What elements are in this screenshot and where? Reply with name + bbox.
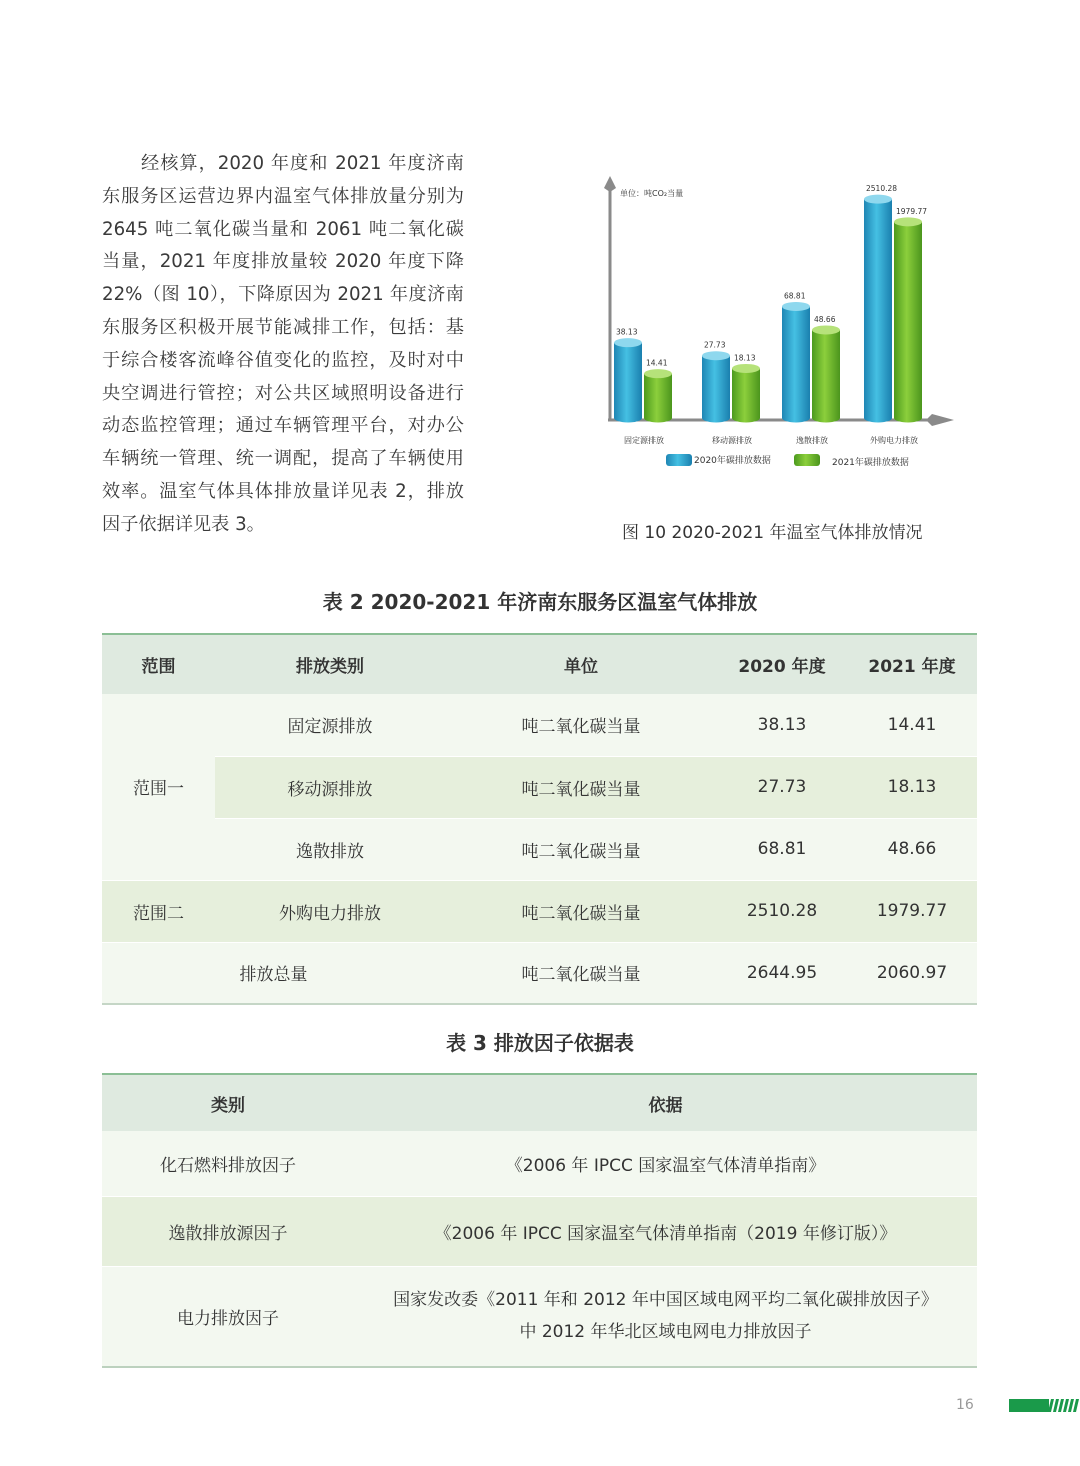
t2-cell: 逸散排放: [215, 818, 445, 880]
t2-cell: 吨二氧化碳当量: [445, 694, 717, 756]
category-label: 外购电力排放: [870, 436, 918, 445]
t2-cell: 14.41: [847, 694, 977, 756]
table-row: [102, 694, 977, 756]
bar-bottom: [644, 414, 672, 423]
bar-value-label: 27.73: [704, 340, 726, 350]
t2-total-label: 排放总量: [102, 942, 445, 1004]
bar-value-label: 48.66: [814, 314, 836, 324]
bar-top: [782, 302, 810, 311]
bar-top: [864, 195, 892, 204]
bar-bottom: [702, 414, 730, 423]
t2-cell: 移动源排放: [215, 756, 445, 818]
bar-2020-0: [614, 338, 642, 422]
t2-header-2021: 2021 年度: [847, 634, 977, 694]
bar-2020-2: [782, 302, 810, 423]
body-paragraph: 经核算，2020 年度和 2021 年度济南东服务区运营边界内温室气体排放量分别为 2645 吨二氧化碳当量和 2061 吨二氧化碳当量，2021 年度排放量较 2020 年度下降 22%（图 10），下降原因为 2021 年度济南东服务区积极开展节能减排工作，包括：基于综合楼客流峰谷值变化的监控，及时对中央空调进行管控；对公共区域照明设备进行动态监控管理；通过车辆管理平台，对办公车辆统一管理、统一调配，提高了车辆使用效率。温室气体具体排放量详见表 2，排放因子依据详见表 3。: [102, 153, 464, 535]
bar-bottom: [894, 414, 922, 423]
table2: [102, 633, 977, 1005]
bar-bottom: [782, 414, 810, 423]
t2-header-2020: 2020 年度: [717, 634, 847, 694]
bar-top: [732, 364, 760, 373]
bar-top: [702, 351, 730, 360]
unit-label: 单位：吨CO₂当量: [620, 189, 684, 198]
bar-2021-3: [894, 217, 922, 422]
t2-scope-1: 范围一: [102, 694, 215, 880]
table-row: [102, 818, 977, 880]
t2-cell: 固定源排放: [215, 694, 445, 756]
bar-body: [782, 306, 810, 418]
emission-bar-chart: [596, 170, 958, 475]
t2-cell: 吨二氧化碳当量: [445, 756, 717, 818]
legend-label-2020: 2020年碳排放数据: [694, 456, 771, 466]
t3-cell: 《2006 年 IPCC 国家温室气体清单指南（2019 年修订版）》: [354, 1196, 977, 1266]
x-axis-arrow: [926, 414, 954, 426]
bar-body: [812, 330, 840, 418]
bar-bottom: [614, 414, 642, 423]
y-axis-arrow: [604, 176, 616, 192]
bar-bottom: [732, 414, 760, 423]
bar-2021-2: [812, 325, 840, 422]
t3-cell: [354, 1266, 977, 1367]
t3-cell: 《2006 年 IPCC 国家温室气体清单指南》: [354, 1131, 977, 1196]
t3-header-basis: 依据: [354, 1074, 977, 1131]
t2-scope-2: 范围二: [102, 880, 215, 942]
bar-value-label: 18.13: [734, 353, 756, 363]
bar-body: [702, 356, 730, 418]
legend-label-2021: 2021年碳排放数据: [832, 458, 909, 468]
bar-body: [864, 199, 892, 418]
legend-swatch-2020: [666, 454, 692, 466]
page-stripe-decoration: [1009, 1399, 1080, 1412]
bar-top: [644, 369, 672, 378]
table-row-total: [102, 942, 977, 1004]
bar-body: [644, 374, 672, 418]
bar-top: [614, 338, 642, 347]
t3-cell: 逸散排放源因子: [102, 1196, 354, 1266]
figure-caption: 图 10 2020-2021 年温室气体排放情况: [622, 523, 923, 543]
t2-cell: 2060.97: [847, 942, 977, 1004]
t2-cell: 吨二氧化碳当量: [445, 880, 717, 942]
bar-value-label: 38.13: [616, 327, 638, 337]
bar-body: [732, 368, 760, 418]
table-row: [102, 1196, 977, 1266]
t2-cell: 1979.77: [847, 880, 977, 942]
legend-swatch-2021: [794, 454, 820, 466]
bar-value-label: 68.81: [784, 291, 806, 301]
t2-cell: 2644.95: [717, 942, 847, 1004]
t2-header-unit: 单位: [445, 634, 717, 694]
t3-header-category: 类别: [102, 1074, 354, 1131]
table3: [102, 1073, 977, 1368]
t2-cell: 38.13: [717, 694, 847, 756]
table3-title: 表 3 排放因子依据表: [446, 1031, 634, 1055]
t2-header-category: 排放类别: [215, 634, 445, 694]
bar-top: [894, 217, 922, 226]
t3-basis-line2: 中 2012 年华北区域电网电力排放因子: [519, 1322, 812, 1343]
table-row: [102, 1131, 977, 1196]
bar-body: [614, 343, 642, 418]
bar-value-label: 14.41: [646, 358, 668, 368]
category-label: 逸散排放: [796, 436, 828, 445]
t3-basis-line1: 国家发改委《2011 年和 2012 年中国区域电网平均二氧化碳排放因子》: [393, 1290, 938, 1311]
bar-2020-1: [702, 351, 730, 422]
bar-top: [812, 325, 840, 334]
t2-cell: 2510.28: [717, 880, 847, 942]
t2-cell: 吨二氧化碳当量: [445, 942, 717, 1004]
table2-title: 表 2 2020-2021 年济南东服务区温室气体排放: [322, 590, 758, 614]
category-label: 固定源排放: [624, 436, 664, 445]
t2-header-scope: 范围: [102, 634, 215, 694]
table-row: [102, 756, 977, 818]
bar-2020-3: [864, 195, 892, 423]
t2-cell: 18.13: [847, 756, 977, 818]
bar-body: [894, 222, 922, 418]
t3-cell: 电力排放因子: [102, 1266, 354, 1367]
bar-bottom: [864, 414, 892, 423]
t2-cell: 48.66: [847, 818, 977, 880]
t2-cell: 27.73: [717, 756, 847, 818]
bar-2021-1: [732, 364, 760, 423]
category-label: 移动源排放: [712, 436, 752, 445]
page-number: 16: [956, 1397, 974, 1413]
table-row: [102, 1266, 977, 1367]
t2-cell: 外购电力排放: [215, 880, 445, 942]
table-row: [102, 880, 977, 942]
legend: [666, 454, 909, 468]
bar-value-label: 2510.28: [866, 184, 898, 194]
t2-cell: 吨二氧化碳当量: [445, 818, 717, 880]
bar-2021-0: [644, 369, 672, 422]
t3-cell: 化石燃料排放因子: [102, 1131, 354, 1196]
t2-cell: 68.81: [717, 818, 847, 880]
bar-bottom: [812, 414, 840, 423]
bar-value-label: 1979.77: [896, 206, 928, 216]
